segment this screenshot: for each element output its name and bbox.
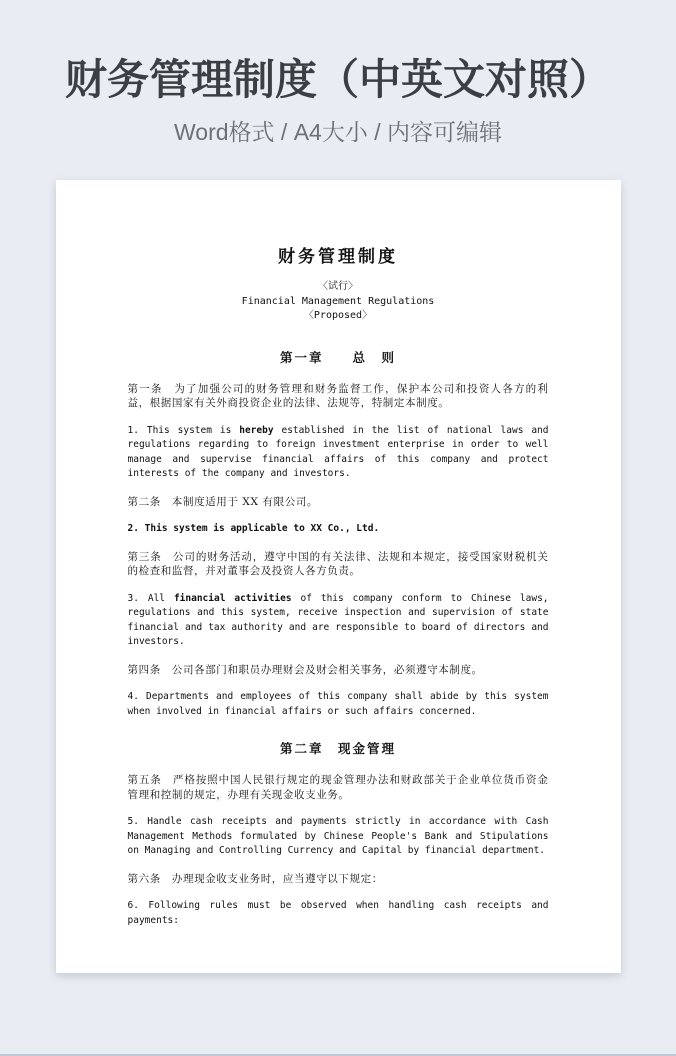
chapter-heading: 第二章 现金管理 (279, 741, 396, 757)
paragraph-en: 5. Handle cash receipts and payments strictly in accordance with Cash Management Methods formulated by Chinese People's Bank and Stipulations on Managing and Controlling Currency and Capital by financial department. (127, 816, 549, 857)
paragraph-en: 4. Departments and employees of this company shall abide by this system when involved in financial affairs or such affairs concerned. (127, 691, 549, 717)
doc-subtitle-line-proposed: 〈Proposed〉 (303, 310, 373, 322)
chapter-heading: 第一章 总 则 (279, 349, 396, 365)
banner (0, 0, 676, 147)
paragraph-zh: 第一条 为了加强公司的财务管理和财务监督工作，保护本公司和投资人各方的利益，根据国家有关外商投资企业的法律、法规等，特制定本制度。 (127, 382, 549, 410)
paragraph-en: 2. This system is applicable to XX Co., Ltd. (127, 523, 380, 535)
doc-title: 财务管理制度 (278, 247, 398, 268)
document-page (56, 180, 621, 973)
paragraph-zh: 第二条 本制度适用于 XX 有限公司。 (127, 495, 319, 508)
paragraph-zh: 第四条 公司各部门和职员办理财会及财会相关事务，必须遵守本制度。 (127, 663, 483, 676)
doc-subtitle (128, 280, 549, 324)
banner-title: 财务管理制度（中英文对照） (64, 56, 611, 103)
paragraph-zh: 第三条 公司的财务活动，遵守中国的有关法律、法规和本规定，接受国家财税机关的检查和监督，并对董事会及投资人各方负责。 (127, 550, 549, 578)
doc-blocks (128, 348, 549, 929)
paragraph-en: 1. This system is hereby established in the list of national laws and regulations regarding to foreign investment enterprise in order to well manage and supervise financial affairs of this company and protect interests of the company and investors. (127, 424, 549, 480)
banner-subtitle: Word格式 / A4大小 / 内容可编辑 (173, 119, 502, 146)
paragraph-en: 6. Following rules must be observed when handling cash receipts and payments: (127, 900, 549, 926)
doc-subtitle-line-trial: 〈试行〉 (318, 281, 358, 293)
paragraph-zh: 第六条 办理现金收支业务时，应当遵守以下规定： (127, 872, 383, 885)
paragraph-en: 3. All financial activities of this company conform to Chinese laws, regulations and this system, receive inspection and supervision of state financial and tax authority and are responsible to board of directors and investors. (127, 592, 549, 648)
paragraph-zh: 第五条 严格按照中国人民银行规定的现金管理办法和财政部关于企业单位货币资金管理和控制的规定，办理有关现金收支业务。 (127, 774, 549, 801)
doc-subtitle-line-english-title: Financial Management Regulations (241, 295, 435, 307)
